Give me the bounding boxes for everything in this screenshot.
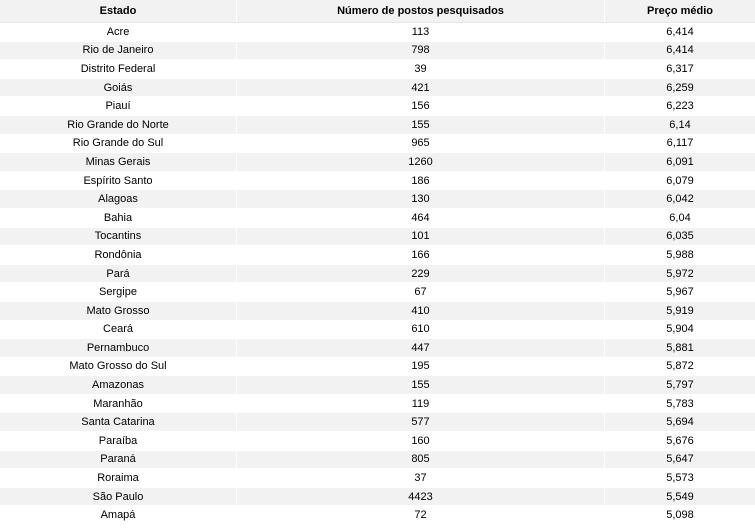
cell-estado: Mato Grosso do Sul bbox=[0, 358, 237, 376]
cell-postos: 464 bbox=[237, 209, 605, 227]
table-row bbox=[0, 209, 755, 228]
cell-estado: Acre bbox=[0, 23, 237, 41]
cell-postos: 577 bbox=[237, 413, 605, 431]
table-row bbox=[0, 339, 755, 358]
cell-estado: Mato Grosso bbox=[0, 302, 237, 320]
cell-estado: Rondônia bbox=[0, 246, 237, 264]
cell-preco: 5,967 bbox=[666, 286, 694, 299]
cell-postos: 156 bbox=[237, 97, 605, 115]
cell-estado: Pernambuco bbox=[0, 339, 237, 357]
table-row bbox=[0, 376, 755, 395]
cell-preco: 5,098 bbox=[666, 509, 694, 522]
cell-estado: Ceará bbox=[0, 321, 237, 339]
table-row bbox=[0, 60, 755, 79]
cell-estado: São Paulo bbox=[0, 488, 237, 506]
table-row bbox=[0, 283, 755, 302]
cell-preco: 6,117 bbox=[666, 137, 694, 150]
cell-preco: 5,881 bbox=[666, 341, 694, 354]
cell-estado: Pará bbox=[0, 265, 237, 283]
cell-preco: 6,035 bbox=[666, 230, 694, 243]
cell-estado: Amazonas bbox=[0, 376, 237, 394]
cell-postos: 4423 bbox=[237, 488, 605, 506]
cell-estado: Santa Catarina bbox=[0, 413, 237, 431]
cell-estado: Roraima bbox=[0, 469, 237, 487]
table-row bbox=[0, 488, 755, 507]
cell-postos: 447 bbox=[237, 339, 605, 357]
cell-postos: 195 bbox=[237, 358, 605, 376]
cell-postos: 166 bbox=[237, 246, 605, 264]
table-row bbox=[0, 413, 755, 432]
cell-preco: 5,549 bbox=[666, 490, 694, 503]
cell-preco: 6,414 bbox=[666, 25, 694, 38]
cell-preco: 5,797 bbox=[666, 379, 694, 392]
cell-preco: 6,317 bbox=[666, 62, 694, 75]
cell-postos: 37 bbox=[237, 469, 605, 487]
cell-estado: Alagoas bbox=[0, 190, 237, 208]
table-row bbox=[0, 451, 755, 470]
cell-postos: 155 bbox=[237, 376, 605, 394]
table-row bbox=[0, 358, 755, 377]
cell-postos: 101 bbox=[237, 228, 605, 246]
header-estado: Estado bbox=[0, 0, 237, 22]
cell-preco: 5,872 bbox=[666, 360, 694, 373]
cell-estado: Rio Grande do Norte bbox=[0, 116, 237, 134]
cell-preco: 6,14 bbox=[669, 118, 691, 131]
cell-postos: 155 bbox=[237, 116, 605, 134]
table-row bbox=[0, 246, 755, 265]
cell-postos: 39 bbox=[237, 60, 605, 78]
cell-preco: 6,04 bbox=[669, 211, 691, 224]
cell-estado: Maranhão bbox=[0, 395, 237, 413]
cell-preco: 5,676 bbox=[666, 434, 694, 447]
cell-estado: Goiás bbox=[0, 79, 237, 97]
cell-estado: Piauí bbox=[0, 97, 237, 115]
cell-preco: 5,647 bbox=[666, 453, 694, 466]
cell-estado: Bahia bbox=[0, 209, 237, 227]
cell-postos: 610 bbox=[237, 321, 605, 339]
table-row bbox=[0, 190, 755, 209]
cell-postos: 113 bbox=[237, 23, 605, 41]
cell-estado: Distrito Federal bbox=[0, 60, 237, 78]
cell-estado: Minas Gerais bbox=[0, 153, 237, 171]
cell-preco: 5,694 bbox=[666, 416, 694, 429]
cell-postos: 67 bbox=[237, 283, 605, 301]
cell-estado: Amapá bbox=[0, 506, 237, 524]
cell-preco: 5,919 bbox=[666, 304, 694, 317]
table-row bbox=[0, 302, 755, 321]
table-row bbox=[0, 469, 755, 488]
cell-preco: 6,079 bbox=[666, 174, 694, 187]
cell-postos: 965 bbox=[237, 135, 605, 153]
cell-estado: Tocantins bbox=[0, 228, 237, 246]
table-body bbox=[0, 23, 755, 525]
cell-postos: 72 bbox=[237, 506, 605, 524]
table-row bbox=[0, 432, 755, 451]
table-row bbox=[0, 135, 755, 154]
cell-postos: 119 bbox=[237, 395, 605, 413]
table-row bbox=[0, 23, 755, 42]
table-row bbox=[0, 172, 755, 191]
cell-preco: 5,988 bbox=[666, 248, 694, 261]
table-row bbox=[0, 116, 755, 135]
cell-postos: 805 bbox=[237, 451, 605, 469]
cell-postos: 160 bbox=[237, 432, 605, 450]
table-row bbox=[0, 506, 755, 525]
cell-postos: 229 bbox=[237, 265, 605, 283]
cell-preco: 5,972 bbox=[666, 267, 694, 280]
cell-preco: 6,091 bbox=[666, 155, 694, 168]
cell-estado: Sergipe bbox=[0, 283, 237, 301]
cell-preco: 6,042 bbox=[666, 193, 694, 206]
cell-estado: Paraná bbox=[0, 451, 237, 469]
cell-postos: 1260 bbox=[237, 153, 605, 171]
table-row bbox=[0, 265, 755, 284]
cell-preco: 6,414 bbox=[666, 44, 694, 57]
cell-postos: 421 bbox=[237, 79, 605, 97]
cell-estado: Rio Grande do Sul bbox=[0, 135, 237, 153]
cell-preco: 6,223 bbox=[666, 100, 694, 113]
cell-postos: 798 bbox=[237, 42, 605, 60]
cell-postos: 186 bbox=[237, 172, 605, 190]
table-row bbox=[0, 228, 755, 247]
cell-postos: 130 bbox=[237, 190, 605, 208]
cell-estado: Rio de Janeiro bbox=[0, 42, 237, 60]
cell-preco: 5,783 bbox=[666, 397, 694, 410]
header-postos: Número de postos pesquisados bbox=[237, 0, 605, 22]
table-row bbox=[0, 153, 755, 172]
cell-preco: 5,573 bbox=[666, 472, 694, 485]
cell-estado: Espírito Santo bbox=[0, 172, 237, 190]
cell-estado: Paraíba bbox=[0, 432, 237, 450]
header-preco: Preço médio bbox=[646, 5, 714, 17]
cell-preco: 5,904 bbox=[666, 323, 694, 336]
table-row bbox=[0, 395, 755, 414]
table-row bbox=[0, 42, 755, 61]
table-header-row bbox=[0, 0, 755, 23]
table-row bbox=[0, 97, 755, 116]
cell-postos: 410 bbox=[237, 302, 605, 320]
table-row bbox=[0, 321, 755, 340]
table-row bbox=[0, 79, 755, 98]
cell-preco: 6,259 bbox=[666, 81, 694, 94]
